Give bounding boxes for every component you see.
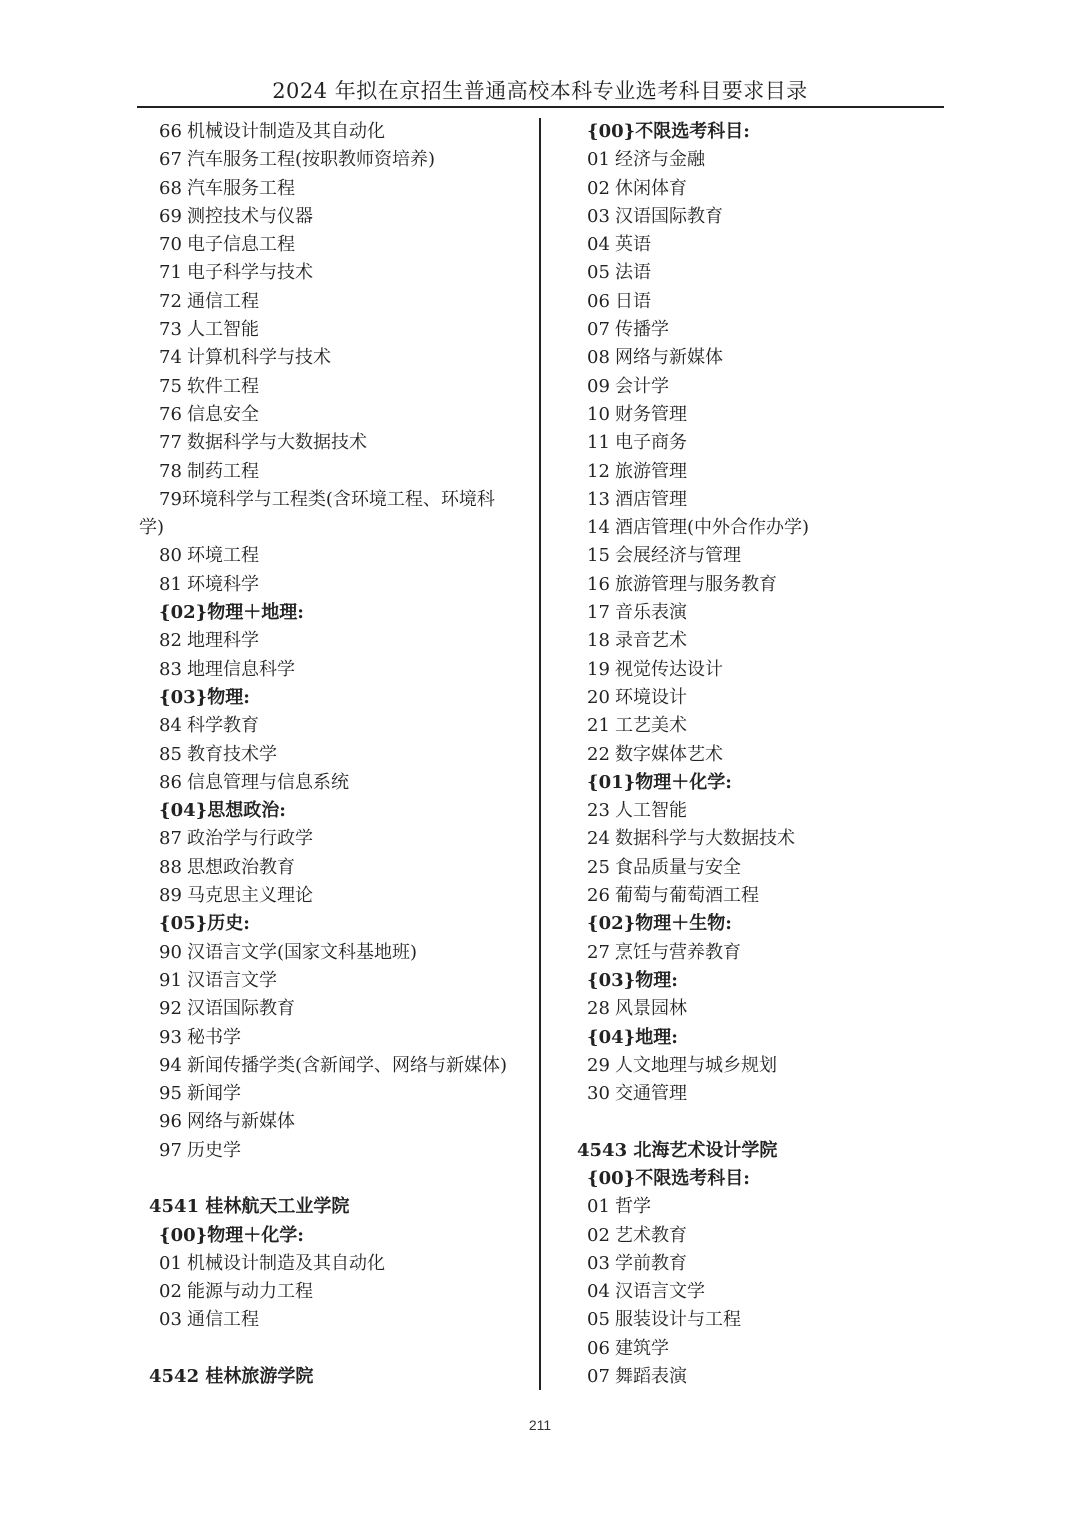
major-item: [567, 1335, 947, 1363]
major-number: 01: [587, 1196, 610, 1218]
major-number: 15: [587, 545, 610, 567]
major-list: [567, 797, 947, 910]
major-item: [567, 316, 947, 344]
major-list: [567, 939, 947, 967]
major-item: [139, 656, 529, 684]
major-name: 地理信息科学: [187, 658, 295, 680]
major-number: 04: [587, 1281, 610, 1303]
major-name: 思想政治教育: [187, 856, 295, 878]
major-name: 风景园林: [615, 998, 687, 1020]
major-name: 葡萄与葡萄酒工程: [615, 885, 759, 907]
major-name: 政治学与行政学: [187, 828, 313, 850]
major-name: 电子商务: [615, 432, 687, 454]
major-item: [139, 1052, 529, 1080]
major-name: 法语: [615, 262, 651, 284]
major-number: 78: [159, 460, 182, 482]
major-name: 汉语言文学: [187, 969, 277, 991]
major-item: [567, 288, 947, 316]
major-number: 05: [587, 262, 610, 284]
major-item: [567, 882, 947, 910]
major-number: 30: [587, 1083, 610, 1105]
major-number: 90: [159, 941, 182, 963]
major-item: [567, 231, 947, 259]
major-item: [139, 967, 529, 995]
major-item: [139, 175, 529, 203]
major-number: 70: [159, 234, 182, 256]
major-item: [567, 1306, 947, 1334]
major-number: 07: [587, 319, 610, 341]
major-item: [139, 712, 529, 740]
subject-group-heading: {00}不限选考科目:: [587, 121, 750, 142]
major-item: [567, 1222, 947, 1250]
major-name: 酒店管理: [615, 488, 687, 510]
major-number: 26: [587, 885, 610, 907]
major-name: 录音艺术: [615, 630, 687, 652]
major-number: 67: [159, 149, 182, 171]
major-name: 电子科学与技术: [187, 262, 313, 284]
major-item: [567, 1052, 947, 1080]
subject-group-heading: {02}物理＋生物:: [587, 913, 732, 935]
major-number: 05: [587, 1309, 610, 1331]
column-divider: [539, 118, 541, 1390]
major-number: 68: [159, 177, 182, 199]
major-name: 历史学: [187, 1139, 241, 1161]
major-number: 74: [159, 347, 182, 369]
major-name: 舞蹈表演: [615, 1366, 687, 1388]
major-name: 酒店管理(中外合作办学): [615, 517, 810, 539]
major-item: [139, 1306, 529, 1334]
major-list: [567, 1193, 947, 1391]
major-item: [139, 118, 529, 146]
college-heading: 4541 桂林航天工业学院: [149, 1196, 350, 1218]
major-number: 85: [159, 743, 182, 765]
major-item: [567, 146, 947, 174]
major-item: [139, 769, 529, 797]
major-name: 艺术教育: [615, 1224, 687, 1246]
major-item: [567, 599, 947, 627]
major-item: [139, 1278, 529, 1306]
major-item: [567, 344, 947, 372]
major-list: [139, 118, 529, 486]
major-item: [567, 429, 947, 457]
major-name: 数字媒体艺术: [615, 743, 723, 765]
major-number: 21: [587, 715, 610, 737]
major-name: 哲学: [615, 1196, 651, 1218]
major-item: [567, 175, 947, 203]
major-number: 08: [587, 347, 610, 369]
major-item: [567, 514, 947, 542]
major-number: 97: [159, 1139, 182, 1161]
major-number: 73: [159, 319, 182, 341]
major-name: 网络与新媒体: [615, 347, 723, 369]
major-number: 76: [159, 403, 182, 425]
major-number: 04: [587, 234, 610, 256]
subject-group-heading: {03}物理:: [159, 686, 250, 708]
major-list: [139, 542, 529, 599]
right-column: [567, 118, 947, 1391]
major-item: [139, 741, 529, 769]
major-item: [567, 259, 947, 287]
college-heading: 4542 桂林旅游学院: [149, 1366, 314, 1388]
major-item: [139, 316, 529, 344]
major-name: 电子信息工程: [187, 234, 295, 256]
major-name: 烹饪与营养教育: [615, 941, 741, 963]
major-number: 27: [587, 941, 610, 963]
major-name: 日语: [615, 290, 651, 312]
major-name: 汉语国际教育: [615, 205, 723, 227]
major-name: 汽车服务工程: [187, 177, 295, 199]
major-name: 交通管理: [615, 1083, 687, 1105]
major-item: [567, 684, 947, 712]
major-name: 休闲体育: [615, 177, 687, 199]
major-item: [139, 627, 529, 655]
major-item: [567, 1250, 947, 1278]
major-name-continuation: 学): [139, 517, 165, 539]
major-number: 19: [587, 658, 610, 680]
major-name: 视觉传达设计: [615, 658, 723, 680]
subject-group-heading: {00}不限选考科目:: [587, 1167, 750, 1189]
major-item: [139, 259, 529, 287]
major-item: [567, 1080, 947, 1108]
major-number: 25: [587, 856, 610, 878]
major-name: 计算机科学与技术: [187, 347, 331, 369]
major-item: [139, 1250, 529, 1278]
major-name: 服装设计与工程: [615, 1309, 741, 1331]
major-name: 旅游管理: [615, 460, 687, 482]
subject-group-heading: {04}地理:: [587, 1026, 678, 1048]
major-item: [567, 797, 947, 825]
major-name: 汽车服务工程(按职教师资培养): [187, 149, 436, 171]
major-name: 音乐表演: [615, 602, 687, 624]
major-number: 22: [587, 743, 610, 765]
major-item: [567, 1278, 947, 1306]
major-number: 75: [159, 375, 182, 397]
major-item: [567, 995, 947, 1023]
major-item: [567, 656, 947, 684]
major-name: 会展经济与管理: [615, 545, 741, 567]
major-list: [139, 825, 529, 910]
major-item: [139, 1080, 529, 1108]
major-name: 数据科学与大数据技术: [615, 828, 795, 850]
major-item: [139, 288, 529, 316]
major-name: 网络与新媒体: [187, 1111, 295, 1133]
major-name: 新闻学: [187, 1083, 241, 1105]
major-item: [139, 1024, 529, 1052]
major-name: 旅游管理与服务教育: [615, 573, 777, 595]
major-name: 测控技术与仪器: [187, 205, 313, 227]
major-item: [139, 429, 529, 457]
major-list: [139, 712, 529, 797]
major-item: [567, 1363, 947, 1391]
major-name: 新闻传播学类(含新闻学、网络与新媒体): [187, 1054, 508, 1076]
major-number: 80: [159, 545, 182, 567]
major-name: 英语: [615, 234, 651, 256]
major-number: 07: [587, 1366, 610, 1388]
major-item: [567, 486, 947, 514]
major-item: [567, 571, 947, 599]
subject-group-heading: {00}物理＋化学:: [159, 1224, 304, 1246]
major-number: 66: [159, 121, 182, 142]
major-list: [567, 995, 947, 1023]
college-heading: 4543 北海艺术设计学院: [577, 1139, 778, 1161]
major-item: [139, 939, 529, 967]
major-item: [139, 486, 529, 514]
major-number: 72: [159, 290, 182, 312]
major-number: 14: [587, 517, 610, 539]
major-number: 06: [587, 290, 610, 312]
major-name: 能源与动力工程: [187, 1281, 313, 1303]
major-item: [567, 1193, 947, 1221]
major-name: 地理科学: [187, 630, 259, 652]
major-name: 环境科学: [187, 573, 259, 595]
major-name: 汉语言文学: [615, 1281, 705, 1303]
major-number: 84: [159, 715, 182, 737]
subject-group-heading: {04}思想政治:: [159, 800, 286, 822]
subject-group-heading: {05}历史:: [159, 913, 250, 935]
major-item: [567, 741, 947, 769]
major-item: [567, 542, 947, 570]
major-number: 06: [587, 1337, 610, 1359]
major-name: 工艺美术: [615, 715, 687, 737]
major-list: [567, 146, 947, 769]
major-number: 96: [159, 1111, 182, 1133]
major-number: 03: [159, 1309, 182, 1331]
major-number: 02: [587, 1224, 610, 1246]
major-number: 01: [159, 1252, 182, 1274]
major-name: 人工智能: [187, 319, 259, 341]
major-number: 03: [587, 1252, 610, 1274]
major-number: 11: [587, 432, 610, 454]
major-number: 91: [159, 969, 182, 991]
major-item: [567, 458, 947, 486]
major-number: 94: [159, 1054, 182, 1076]
major-name: 信息管理与信息系统: [187, 771, 349, 793]
major-number: 02: [159, 1281, 182, 1303]
major-name: 数据科学与大数据技术: [187, 432, 367, 454]
major-name: 人文地理与城乡规划: [615, 1054, 777, 1076]
major-name: 教育技术学: [187, 743, 277, 765]
major-name: 马克思主义理论: [187, 885, 313, 907]
major-name: 环境设计: [615, 686, 687, 708]
major-item: [139, 542, 529, 570]
major-number: 18: [587, 630, 610, 652]
major-name: 学前教育: [615, 1252, 687, 1274]
major-name: 通信工程: [187, 1309, 259, 1331]
major-item: [567, 939, 947, 967]
major-number: 16: [587, 573, 610, 595]
major-name: 秘书学: [187, 1026, 241, 1048]
major-name: 建筑学: [615, 1337, 669, 1359]
major-name: 软件工程: [187, 375, 259, 397]
major-name: 制药工程: [187, 460, 259, 482]
major-item: [139, 458, 529, 486]
major-name: 科学教育: [187, 715, 259, 737]
major-number: 95: [159, 1083, 182, 1105]
major-item: [567, 627, 947, 655]
major-number: 23: [587, 800, 610, 822]
major-item: [567, 373, 947, 401]
major-number: 71: [159, 262, 182, 284]
major-number: 87: [159, 828, 182, 850]
major-item: [567, 401, 947, 429]
major-number: 10: [587, 403, 610, 425]
major-item: [567, 203, 947, 231]
major-number: 02: [587, 177, 610, 199]
major-number: 24: [587, 828, 610, 850]
major-item: [567, 854, 947, 882]
major-name: 传播学: [615, 319, 669, 341]
major-name: 会计学: [615, 375, 669, 397]
major-number: 77: [159, 432, 182, 454]
major-item: [139, 373, 529, 401]
major-item: [139, 1108, 529, 1136]
major-number: 17: [587, 602, 610, 624]
subject-group-heading: {02}物理＋地理:: [159, 602, 304, 624]
major-number: 89: [159, 885, 182, 907]
major-number: 09: [587, 375, 610, 397]
major-name: 汉语国际教育: [187, 998, 295, 1020]
major-item: [567, 712, 947, 740]
major-item: [139, 571, 529, 599]
major-name: 环境工程: [187, 545, 259, 567]
section-spacer: [139, 1165, 529, 1193]
subject-group-heading: {01}物理＋化学:: [587, 771, 732, 793]
major-name: 环境科学与工程类(含环境工程、环境科: [181, 488, 495, 510]
major-item: [139, 401, 529, 429]
page-title: 2024 年拟在京招生普通高校本科专业选考科目要求目录: [272, 79, 808, 103]
major-name: 人工智能: [615, 800, 687, 822]
major-name: 汉语言文学(国家文科基地班): [187, 941, 418, 963]
major-item: [139, 344, 529, 372]
major-number: 81: [159, 573, 182, 595]
major-item: [139, 995, 529, 1023]
major-number: 79: [159, 488, 182, 510]
major-name: 信息安全: [187, 403, 259, 425]
section-spacer: [139, 1335, 529, 1363]
major-item: [139, 882, 529, 910]
page-number: 211: [528, 1417, 552, 1433]
major-number: 01: [587, 149, 610, 171]
major-item: [139, 203, 529, 231]
major-name: 食品质量与安全: [615, 856, 741, 878]
major-list: [139, 1250, 529, 1335]
major-number: 29: [587, 1054, 610, 1076]
major-item: [567, 825, 947, 853]
major-name: 财务管理: [615, 403, 687, 425]
major-number: 82: [159, 630, 182, 652]
major-item: [139, 231, 529, 259]
major-item: [139, 825, 529, 853]
major-item: [139, 854, 529, 882]
major-name: 机械设计制造及其自动化: [187, 121, 385, 142]
major-name: 经济与金融: [615, 149, 705, 171]
major-item: [139, 1137, 529, 1165]
header-rule: [137, 106, 944, 108]
major-number: 92: [159, 998, 182, 1020]
major-number: 83: [159, 658, 182, 680]
major-number: 13: [587, 488, 610, 510]
subject-group-heading: {03}物理:: [587, 969, 678, 991]
major-item: [139, 146, 529, 174]
major-list: [139, 627, 529, 684]
major-list: [567, 1052, 947, 1109]
major-number: 12: [587, 460, 610, 482]
major-list: [139, 939, 529, 1165]
section-spacer: [567, 1108, 947, 1136]
major-number: 28: [587, 998, 610, 1020]
major-number: 93: [159, 1026, 182, 1048]
major-number: 03: [587, 205, 610, 227]
major-number: 69: [159, 205, 182, 227]
major-number: 20: [587, 686, 610, 708]
left-column: [139, 118, 529, 1391]
major-name: 机械设计制造及其自动化: [187, 1252, 385, 1274]
major-number: 86: [159, 771, 182, 793]
major-name: 通信工程: [187, 290, 259, 312]
major-number: 88: [159, 856, 182, 878]
